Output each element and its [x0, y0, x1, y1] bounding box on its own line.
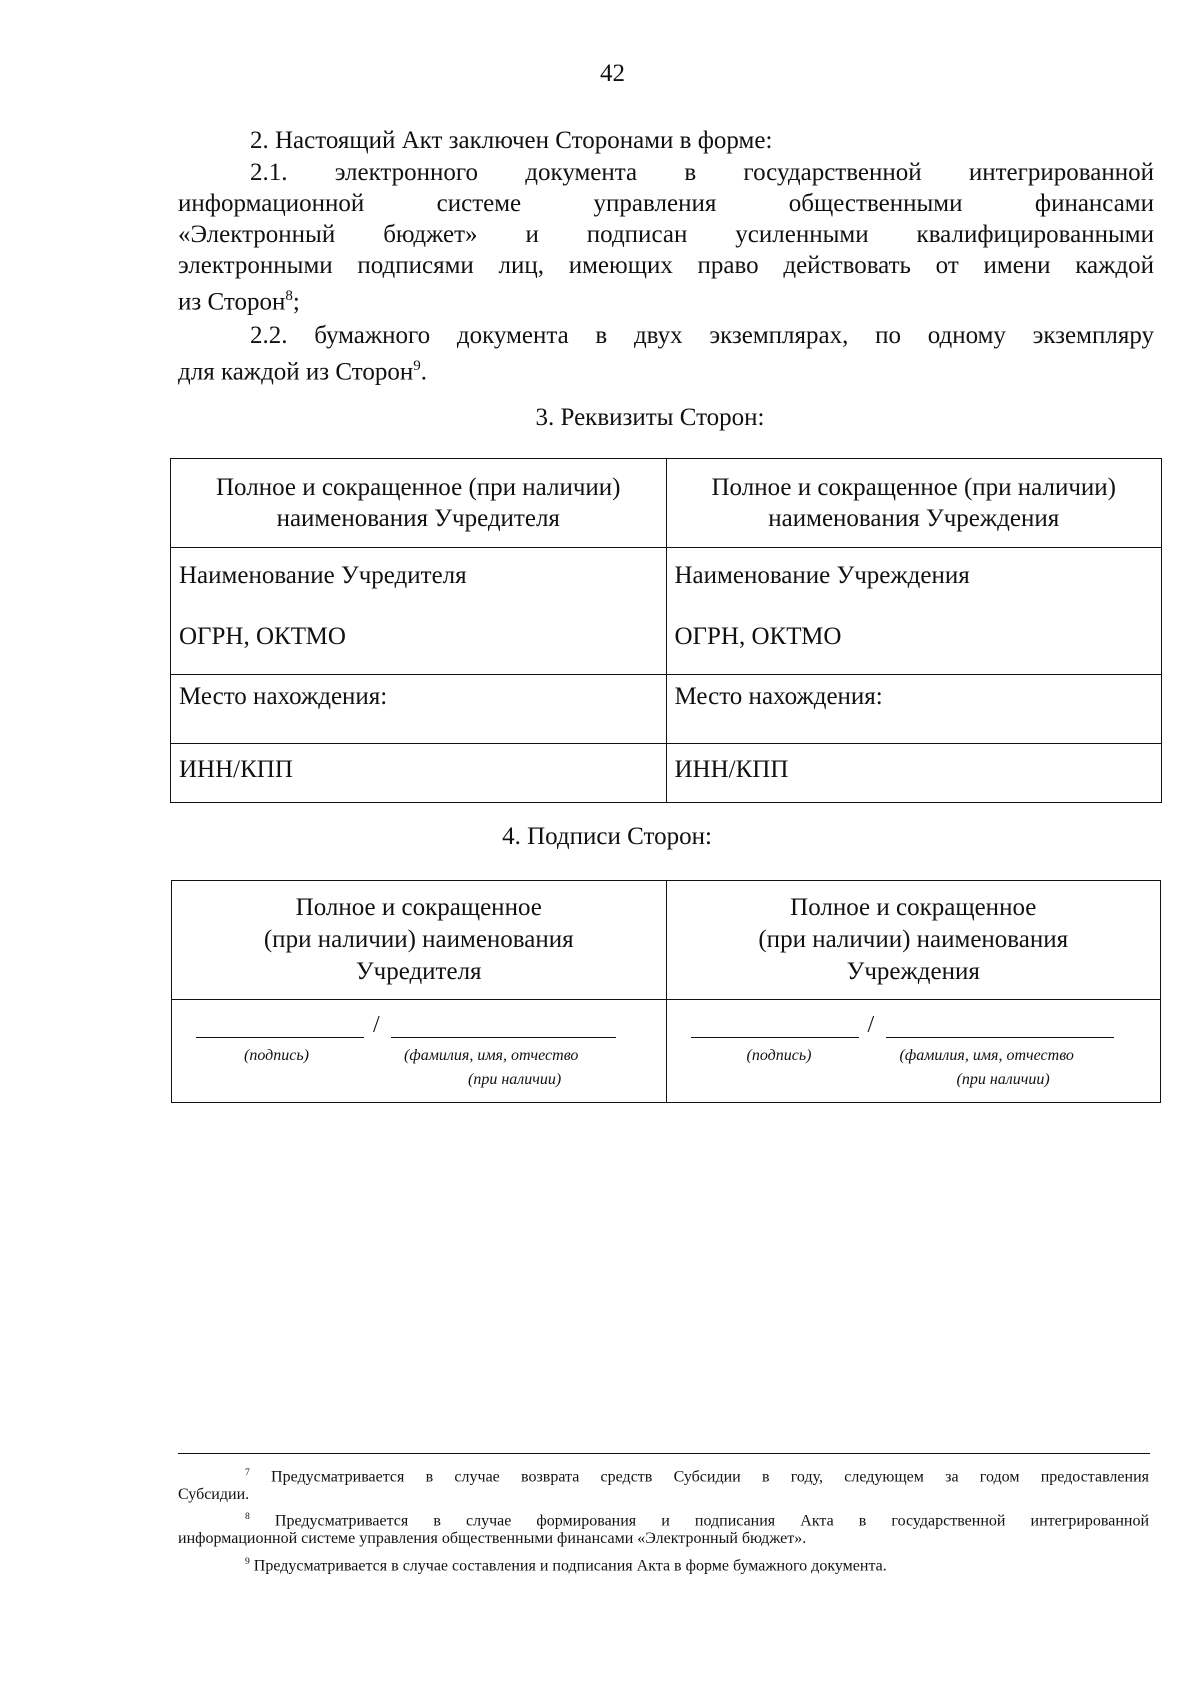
section-4-heading: 4. Подписи Сторон:	[502, 823, 712, 850]
footnote-8-line-2: информационной системе управления общественными финансами «Электронный бюджет».	[178, 1530, 807, 1547]
footnote-ref-9: 9	[413, 358, 421, 374]
signatures-header-left-line-2: (при наличии) наименования	[263, 926, 574, 953]
institution-signature-cell	[666, 1000, 1161, 1103]
requisites-header-right-line-1: Полное и сокращенное (при наличии)	[711, 474, 1116, 501]
signatures-table	[171, 880, 1161, 1103]
section-2-intro: 2. Настоящий Акт заключен Сторонами в форме:	[250, 127, 773, 154]
requisites-location-row	[171, 675, 1162, 744]
founder-signature-line[interactable]	[196, 1037, 364, 1038]
signatures-header-right-line-2: (при наличии) наименования	[758, 926, 1069, 953]
requisites-name-row	[171, 548, 1162, 675]
requisites-name-right	[666, 548, 1162, 675]
footnote-9-text: Предусматривается в случае составления и подписания Акта в форме бумажного документа.	[253, 1557, 887, 1575]
founder-ogrn: ОГРН, ОКТМО	[179, 623, 346, 650]
item-2-1-last-line	[178, 281, 300, 317]
footnote-9-line-1	[245, 1551, 887, 1577]
institution-inn: ИНН/КПП	[666, 744, 1162, 803]
institution-ogrn: ОГРН, ОКТМО	[674, 623, 842, 650]
founder-name: Наименование Учредителя	[179, 562, 467, 589]
footnote-8-number: 8	[245, 1511, 250, 1522]
signatures-header-left-line-1: Полное и сокращенное	[295, 894, 542, 921]
footnote-8-text: Предусматривается в случае формирования и подписания Акта в государственной интегрированной	[274, 1512, 1150, 1530]
requisites-header-left-line-2: наименования Учредителя	[276, 505, 560, 532]
signatures-header-row	[172, 881, 1161, 1000]
item-2-1-line-1: 2.1. электронного документа в государственной интегрированной	[250, 159, 1154, 186]
footnote-ref-8: 8	[285, 288, 293, 304]
signatures-header-right-line-3: Учреждения	[846, 958, 980, 985]
institution-signature-line[interactable]	[691, 1037, 859, 1038]
item-2-1-last-text: из Сторон	[178, 288, 286, 316]
requisites-header-right-line-2: наименования Учреждения	[768, 505, 1060, 532]
footnote-7-line-2: Субсидии.	[178, 1486, 250, 1503]
founder-name-caption-2: (при наличии)	[468, 1071, 562, 1088]
item-2-2-last-text: для каждой из Сторон	[178, 358, 414, 386]
founder-signature-cell	[172, 1000, 667, 1103]
signatures-header-left-line-3: Учредителя	[355, 958, 482, 985]
item-2-2-line-1: 2.2. бумажного документа в двух экземплярах, по одному экземпляру	[250, 322, 1154, 349]
page-number: 42	[600, 60, 625, 87]
founder-inn: ИНН/КПП	[171, 744, 667, 803]
footnote-7-line-1	[245, 1462, 1149, 1488]
requisites-table	[170, 458, 1162, 803]
signatures-header-left	[172, 881, 667, 1000]
founder-signature-slash: /	[373, 1012, 380, 1038]
signatures-header-right-line-1: Полное и сокращенное	[790, 894, 1037, 921]
institution-name-caption: (фамилия, имя, отчество	[899, 1047, 1074, 1064]
founder-name-line[interactable]	[391, 1037, 616, 1038]
founder-name-caption: (фамилия, имя, отчество	[404, 1047, 579, 1064]
footnote-9-number: 9	[245, 1556, 250, 1567]
item-2-2-last-line	[178, 351, 427, 387]
section-3-heading: 3. Реквизиты Сторон:	[535, 404, 765, 431]
institution-signature-slash: /	[867, 1012, 875, 1038]
requisites-header-left-line-1: Полное и сокращенное (при наличии)	[216, 474, 621, 501]
institution-name-caption-2: (при наличии)	[956, 1071, 1050, 1088]
item-2-1-line-4: электронными подписями лиц, имеющих право действовать от имени каждой	[178, 252, 1154, 279]
footnote-7-number: 7	[245, 1467, 250, 1478]
item-2-1-line-2: информационной системе управления общественными финансами	[178, 190, 1154, 217]
requisites-header-left	[171, 459, 667, 548]
signatures-row	[172, 1000, 1161, 1103]
footnote-separator	[178, 1453, 1150, 1454]
founder-location: Место нахождения:	[171, 675, 667, 744]
item-2-2-end: .	[420, 358, 428, 386]
institution-signature-caption: (подпись)	[746, 1047, 812, 1064]
requisites-name-left	[171, 548, 667, 675]
footnote-7-text: Предусматривается в случае возврата средств Субсидии в году, следующем за годом предоставления	[271, 1468, 1150, 1486]
signatures-header-right	[666, 881, 1161, 1000]
item-2-1-end: ;	[292, 288, 300, 316]
requisites-inn-row	[171, 744, 1162, 803]
requisites-header-right	[666, 459, 1162, 548]
founder-signature-caption: (подпись)	[244, 1047, 309, 1064]
institution-name-line[interactable]	[886, 1037, 1114, 1038]
item-2-1-line-3: «Электронный бюджет» и подписан усиленными квалифицированными	[178, 221, 1154, 248]
institution-location: Место нахождения:	[666, 675, 1162, 744]
requisites-header-row	[171, 459, 1162, 548]
institution-name: Наименование Учреждения	[674, 562, 970, 589]
